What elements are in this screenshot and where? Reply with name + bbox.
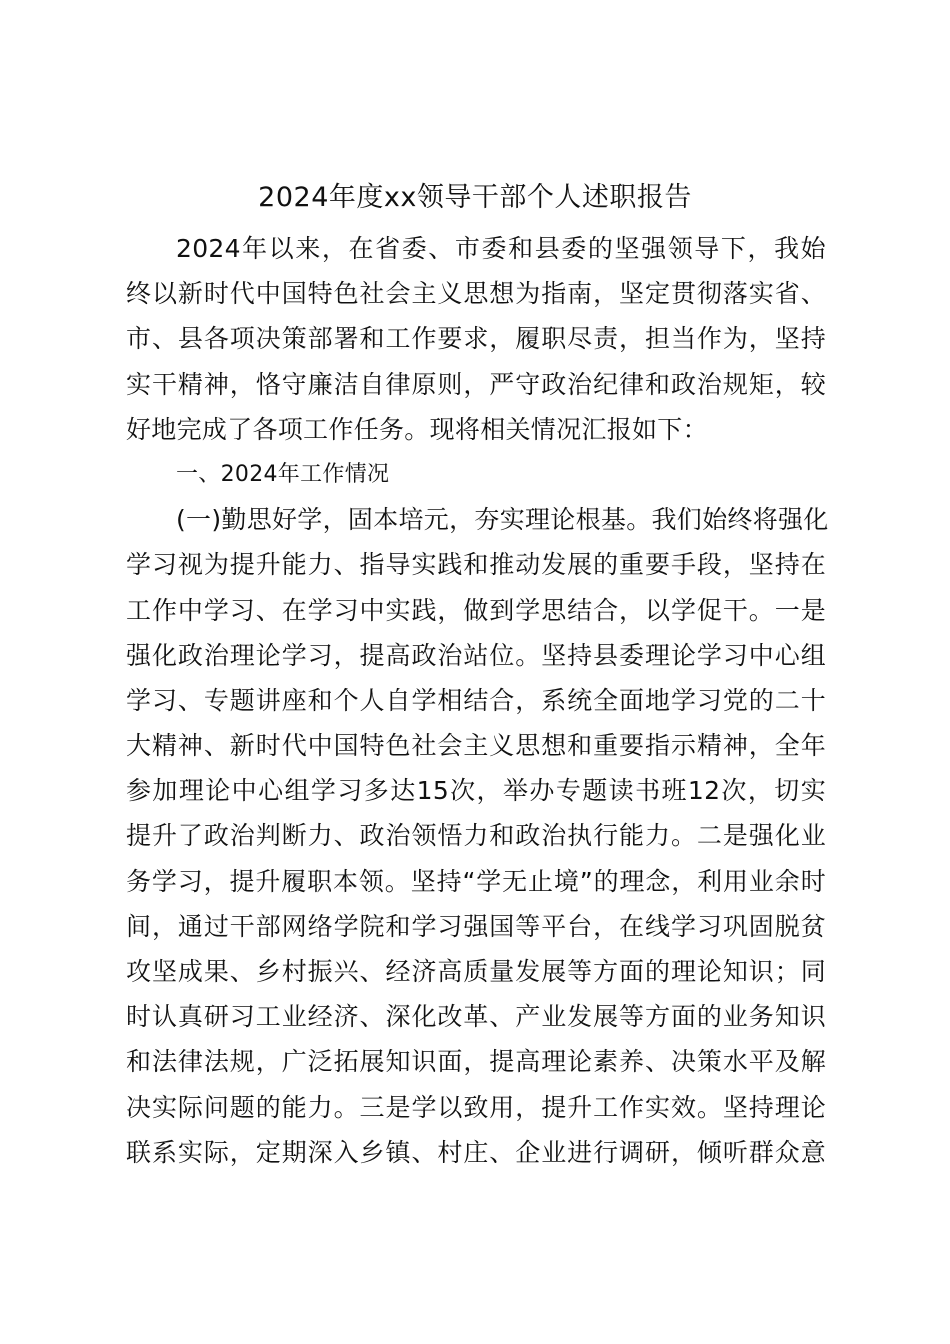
- paragraph-line: 决实际问题的能力。三是学以致用，提升工作实效。坚持理论: [126, 1092, 826, 1122]
- paragraph-line: 间，通过干部网络学院和学习强国等平台，在线学习巩固脱贫: [126, 911, 826, 941]
- paragraph-line: 2024年以来，在省委、市委和县委的坚强领导下，我始: [176, 234, 826, 263]
- document-body: [126, 226, 829, 1175]
- paragraph-line: 时认真研习工业经济、深化改革、产业发展等方面的业务知识: [126, 1002, 826, 1032]
- paragraph-line: 攻坚成果、乡村振兴、经济高质量发展等方面的理论知识；同: [126, 957, 826, 986]
- paragraph-line: 提升了政治判断力、政治领悟力和政治执行能力。二是强化业: [126, 821, 826, 851]
- paragraph-line: 和法律法规，广泛拓展知识面，提高理论素养、决策水平及解: [126, 1047, 826, 1077]
- document-title: 2024年度xx领导干部个人述职报告: [258, 182, 692, 213]
- paragraph-line: 大精神、新时代中国特色社会主义思想和重要指示精神，全年: [126, 731, 826, 761]
- paragraph-line: 终以新时代中国特色社会主义思想为指南，坚定贯彻落实省、: [126, 279, 826, 309]
- paragraph-line: 联系实际，定期深入乡镇、村庄、企业进行调研，倾听群众意: [126, 1137, 826, 1167]
- paragraph-line: 学习、专题讲座和个人自学相结合，系统全面地学习党的二十: [126, 685, 826, 715]
- paragraph-line: 参加理论中心组学习多达15次，举办专题读书班12次，切实: [126, 776, 826, 806]
- paragraph-line: 强化政治理论学习，提高政治站位。坚持县委理论学习中心组: [126, 640, 826, 670]
- paragraph-line: 好地完成了各项工作任务。现将相关情况汇报如下：: [126, 414, 708, 444]
- paragraph-line: 工作中学习、在学习中实践，做到学思结合，以学促干。一是: [126, 595, 826, 625]
- paragraph-line: 务学习，提升履职本领。坚持“学无止境”的理念，利用业余时: [126, 866, 826, 896]
- paragraph-line: 学习视为提升能力、指导实践和推动发展的重要手段，坚持在: [126, 550, 826, 580]
- paragraph-line: (一)勤思好学，固本培元，夯实理论根基。我们始终将强化: [176, 505, 829, 535]
- paragraph-line: 市、县各项决策部署和工作要求，履职尽责，担当作为，坚持: [126, 324, 826, 354]
- paragraph-line: 实干精神，恪守廉洁自律原则，严守政治纪律和政治规矩，较: [126, 369, 826, 399]
- section-heading: 一、2024年工作情况: [176, 461, 390, 487]
